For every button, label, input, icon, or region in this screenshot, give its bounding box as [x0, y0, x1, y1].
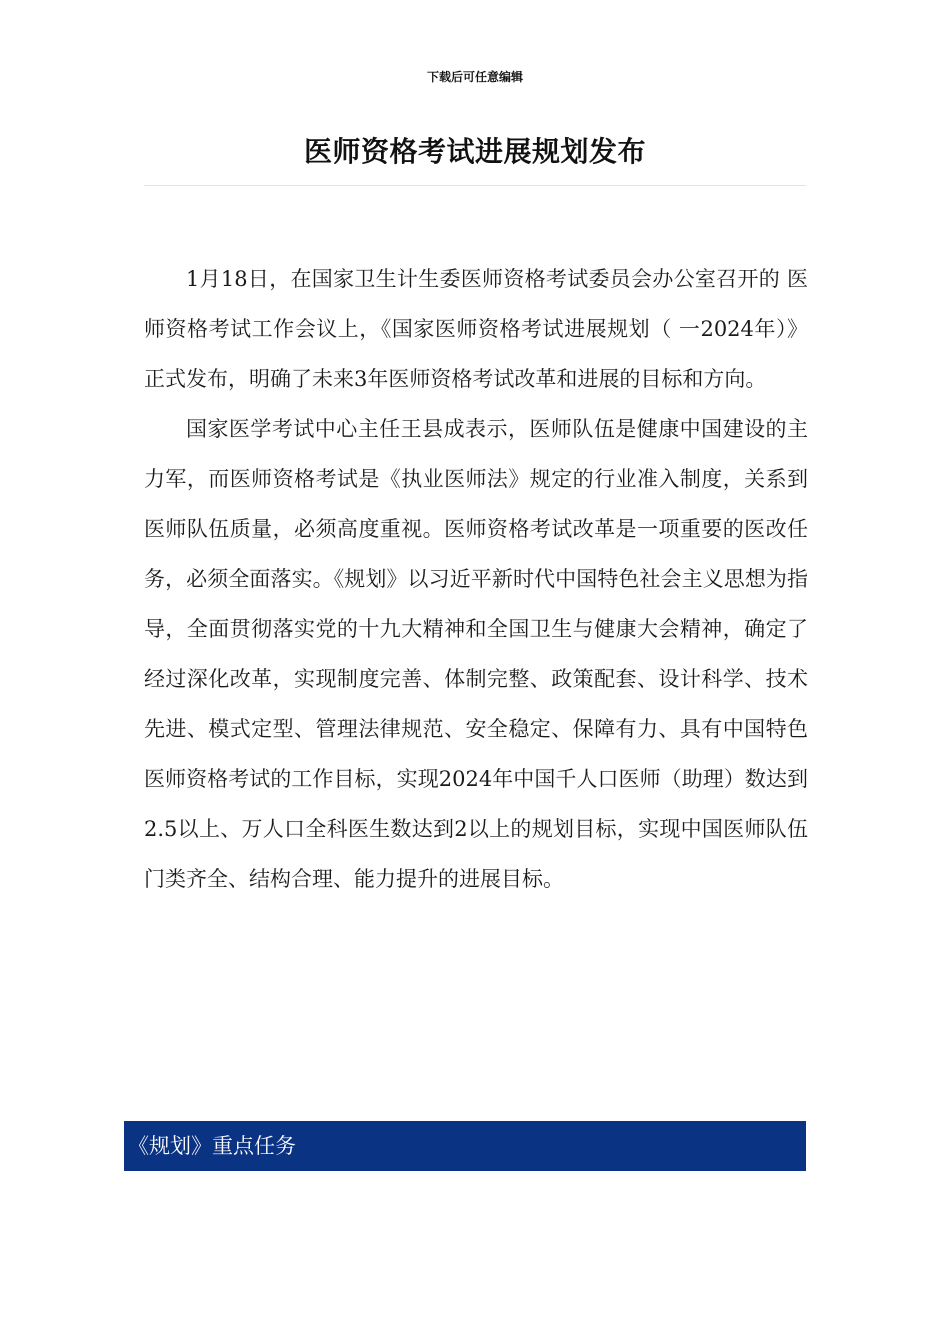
page-title: 医师资格考试进展规划发布: [303, 135, 646, 168]
paragraph: 1月18日，在国家卫生计生委医师资格考试委员会办公室召开的 医师资格考试工作会议上，《国家医师资格考试进展规划（ 一2024年）》正式发布，明确了未来3年医师资格考试改革和进展的目标和方向。: [144, 267, 808, 391]
title-divider: [144, 185, 806, 186]
paragraph: 国家医学考试中心主任王县成表示，医师队伍是健康中国建设的主力军，而医师资格考试是《执业医师法》规定的行业准入制度，关系到医师队伍质量，必须高度重视。医师资格考试改革是一项重要的医改任务，必须全面落实。《规划》以习近平新时代中国特色社会主义思想为指导，全面贯彻落实党的十九大精神和全国卫生与健康大会精神，确定了经过深化改革，实现制度完善、体制完整、政策配套、设计科学、技术先进、模式定型、管理法律规范、安全稳定、保障有力、具有中国特色医师资格考试的工作目标，实现2024年中国千人口医师（助理）数达到2.5以上、万人口全科医生数达到2以上的规划目标，实现中国医师队伍门类齐全、结构合理、能力提升的进展目标。: [144, 417, 808, 891]
header-note: 下载后可任意编辑: [426, 70, 523, 84]
article-body: [144, 254, 808, 904]
section-heading: 《规划》重点任务: [124, 1121, 806, 1171]
